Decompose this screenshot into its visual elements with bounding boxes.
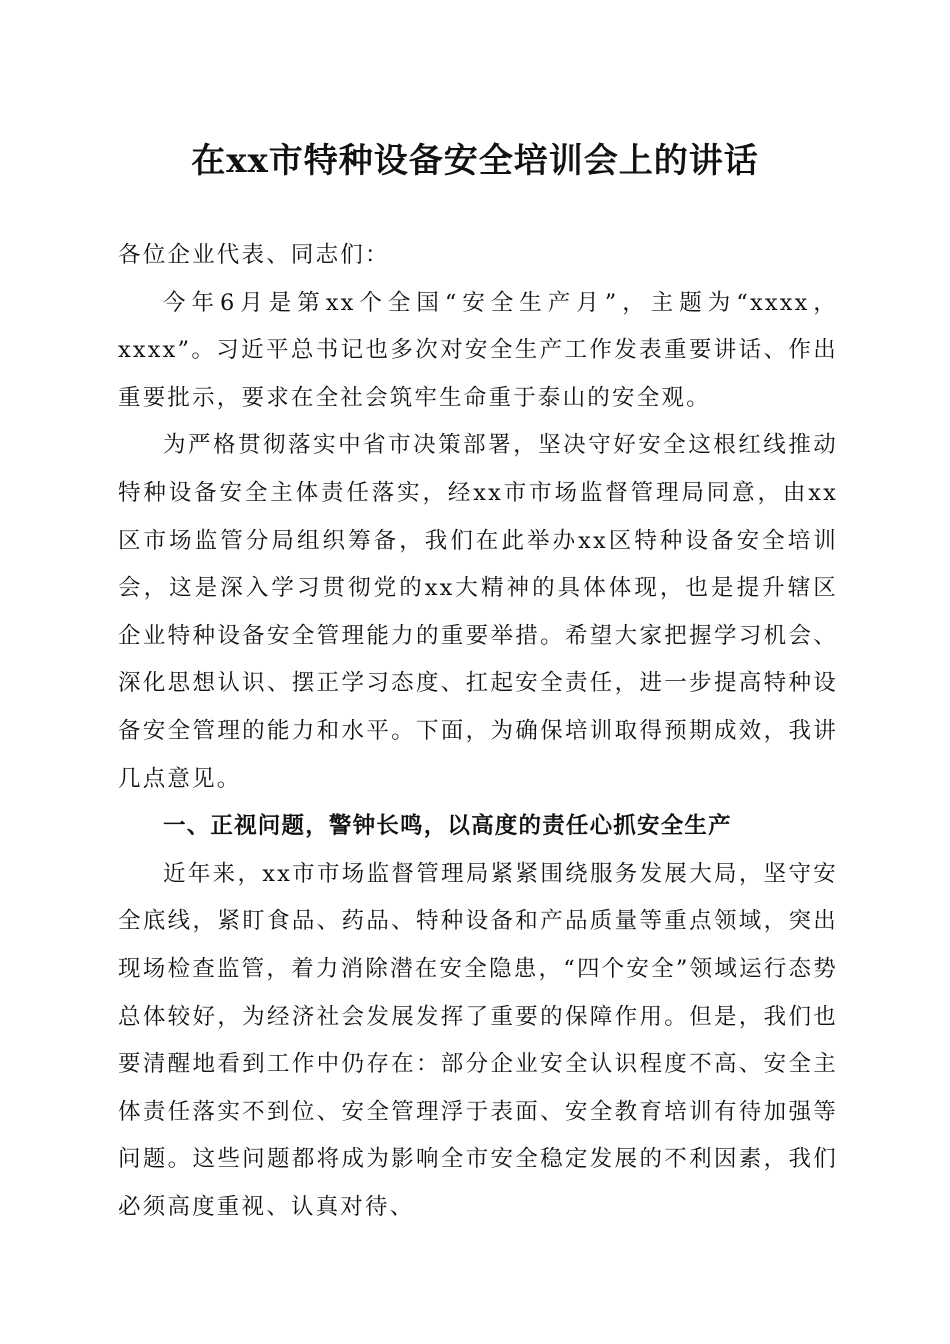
document-body [118,232,838,1231]
paragraph: 今年6月是第xx个全国“安全生产月”，主题为“xxxx，xxxx”。习近平总书记也多次对安全生产工作发表重要讲话、作出重要批示，要求在全社会筑牢生命重于泰山的安全观。 [118,289,838,411]
section-heading: 一、正视问题，警钟长鸣，以高度的责任心抓安全生产 [163,813,732,840]
salutation: 各位企业代表、同志们： [118,242,390,268]
paragraph: 为严格贯彻落实中省市决策部署，坚决守好安全这根红线推动特种设备安全主体责任落实，经xx市市场监督管理局同意，由xx区市场监管分局组织筹备，我们在此举办xx区特种设备安全培训会，这是深入学习贯彻党的xx大精神的具体体现，也是提升辖区企业特种设备安全管理能力的重要举措。希望大家把握学习机会、深化思想认识、摆正学习态度、扛起安全责任，进一步提高特种设备安全管理的能力和水平。下面，为确保培训取得预期成效，我讲几点意见。 [118,432,838,792]
paragraph: 近年来，xx市市场监督管理局紧紧围绕服务发展大局，坚守安全底线，紧盯食品、药品、特种设备和产品质量等重点领域，突出现场检查监管，着力消除潜在安全隐患，“四个安全”领域运行态势总体较好，为经济社会发展发挥了重要的保障作用。但是，我们也要清醒地看到工作中仍存在：部分企业安全认识程度不高、安全主体责任落实不到位、安全管理浮于表面、安全教育培训有待加强等问题。这些问题都将成为影响全市安全稳定发展的不利因素，我们必须高度重视、认真对待、 [118,860,838,1220]
document-title: 在xx市特种设备安全培训会上的讲话 [191,141,759,181]
